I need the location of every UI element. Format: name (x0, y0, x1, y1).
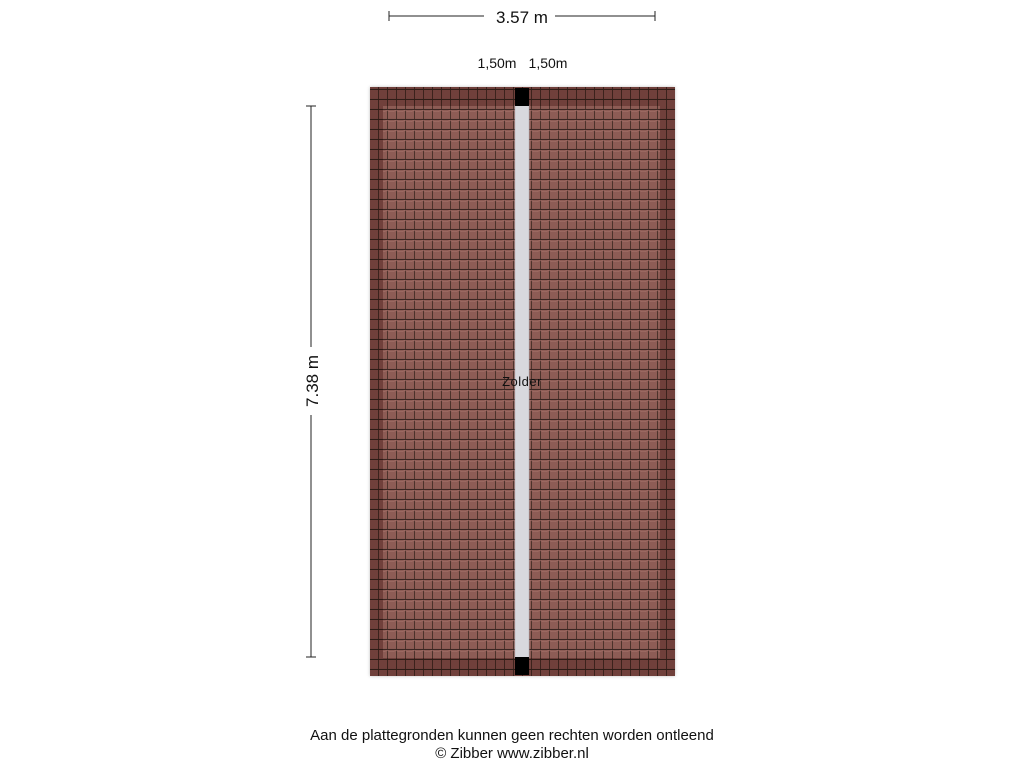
ridge-cap-top (515, 88, 529, 106)
width-dimension-label: 3.57 m (496, 8, 548, 27)
disclaimer-text: Aan de plattegronden kunnen geen rechten worden ontleend (310, 727, 714, 744)
roof-slope-left (383, 106, 515, 658)
room-label: Zolder (502, 374, 542, 389)
slope-right-label: 1,50m (528, 55, 568, 71)
height-dimension-label: 7.38 m (303, 355, 322, 407)
width-dimension (389, 8, 655, 27)
slope-left-label: 1,50m (477, 55, 517, 71)
ridge-cap-bottom (515, 657, 529, 675)
height-dimension (303, 106, 322, 657)
roof-slope-right (529, 106, 660, 658)
copyright-text: © Zibber www.zibber.nl (435, 745, 589, 762)
